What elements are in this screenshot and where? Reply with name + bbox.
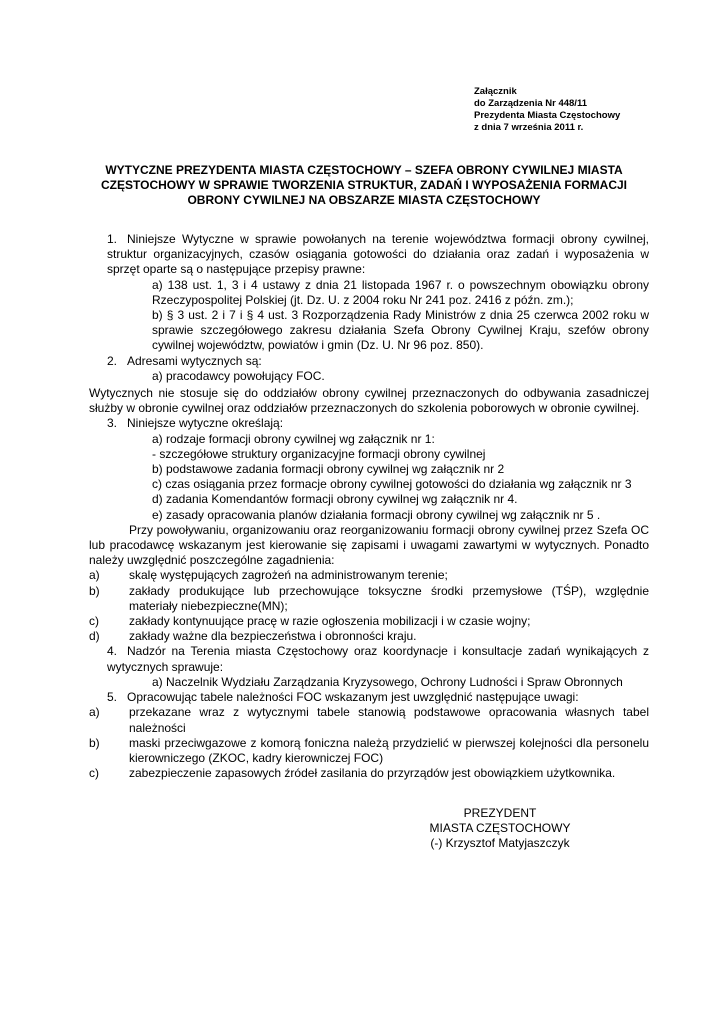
list-text: skalę występujących zagrożeń na administrowanym terenie; bbox=[129, 568, 448, 583]
list-item bbox=[89, 568, 649, 583]
section-text: Niniejsze Wytyczne w sprawie powołanych na terenie województwa formacji obrony cywilnej, struktur organizacyjnych, czasów osiągania gotowości do działania oraz zadań i wyposażenia w sprzęt oparte są o następujące przepisy prawne: bbox=[107, 232, 649, 277]
list-item bbox=[89, 736, 649, 766]
list-label: a) bbox=[89, 568, 100, 583]
section-5 bbox=[89, 690, 649, 705]
list-item: a) 138 ust. 1, 3 i 4 ustawy z dnia 21 listopada 1967 r. o powszechnym obowiązku obrony Rzeczypospolitej Polskiej (jt. Dz. U. z 2004 roku Nr 241 poz. 2416 z późn. zm.); bbox=[152, 277, 649, 307]
considerations-list bbox=[89, 568, 649, 644]
document-body bbox=[89, 232, 649, 781]
list-item bbox=[89, 705, 649, 735]
list-text: maski przeciwgazowe z komorą foniczna należą przydzielić w pierwszej kolejności dla personelu kierowniczego (ZKOC, kadry kierowniczej FOC) bbox=[129, 735, 649, 765]
section-number: 2. bbox=[107, 353, 118, 368]
section-number: 1. bbox=[107, 232, 118, 246]
section-2 bbox=[89, 354, 649, 369]
list-item bbox=[89, 766, 649, 781]
section-paragraph: Przy powoływaniu, organizowaniu oraz reorganizowaniu formacji obrony cywilnej przez Szefa OC lub pracodawcę wskazanym jest kierowanie się zapisami i uwagami zawartymi w wytycznych. Ponadto należy uwzględnić poszczególne zagadnienia: bbox=[89, 522, 649, 568]
section-1 bbox=[89, 232, 649, 278]
list-label: b) bbox=[89, 583, 100, 598]
section-text: Opracowując tabele należności FOC wskazanym jest uwzględnić następujące uwagi: bbox=[127, 690, 579, 705]
list-text: zakłady kontynuujące pracę w razie ogłoszenia mobilizacji i w czasie wojny; bbox=[129, 614, 531, 629]
section-number: 4. bbox=[107, 644, 118, 659]
section-text: Nadzór na Terenia miasta Częstochowy oraz koordynacje i konsultacje zadań wynikających z wytycznych sprawuje: bbox=[107, 644, 649, 674]
annex-header bbox=[474, 86, 620, 134]
annex-line: Prezydenta Miasta Częstochowy bbox=[474, 110, 621, 121]
list-text: zabezpieczenie zapasowych źródeł zasilania do przyrządów jest obowiązkiem użytkownika. bbox=[129, 766, 616, 781]
list-item: b) podstawowe zadania formacji obrony cywilnej wg załącznik nr 2 bbox=[152, 462, 505, 477]
annex-line: z dnia 7 września 2011 r. bbox=[474, 122, 584, 133]
list-item: e) zasady opracowania planów działania formacji obrony cywilnej wg załącznik nr 5 . bbox=[152, 507, 601, 522]
list-item: b) § 3 ust. 2 i 7 i § 4 ust. 3 Rozporządzenia Rady Ministrów z dnia 25 czerwca 2002 roku w sprawie szczegółowego zakresu działania Szefa Obrony Cywilnej Kraju, szefów obrony cywilnej województw, powiatów i gmin (Dz. U. Nr 96 poz. 850). bbox=[152, 308, 649, 353]
list-item: a) pracodawcy powołujący FOC. bbox=[152, 368, 325, 383]
section-number: 3. bbox=[107, 416, 118, 431]
signature-line: (-) Krzysztof Matyjaszczyk bbox=[430, 836, 570, 850]
list-item bbox=[89, 584, 649, 614]
section-text: Adresami wytycznych są: bbox=[127, 353, 262, 368]
list-text: zakłady ważne dla bezpieczeństwa i obronności kraju. bbox=[129, 629, 417, 644]
list-item: c) czas osiągania przez formacje obrony cywilnej gotowości do działania wg załącznik nr 3 bbox=[152, 477, 632, 492]
list-item: d) zadania Komendantów formacji obrony cywilnej wg załącznik nr 4. bbox=[152, 492, 518, 507]
annex-line: do Zarządzenia Nr 448/11 bbox=[474, 98, 587, 109]
section-4 bbox=[89, 644, 649, 674]
list-text: przekazane wraz z wytycznymi tabele stanowią podstawowe opracowania własnych tabel należności bbox=[129, 705, 649, 735]
list-label: a) bbox=[89, 705, 100, 720]
list-label: b) bbox=[89, 735, 100, 750]
list-label: c) bbox=[89, 614, 99, 629]
section-text: Niniejsze wytyczne określają: bbox=[127, 416, 284, 431]
section-note: Wytycznych nie stosuje się do oddziałów obrony cywilnej przeznaczonych do odbywania zasadniczej służby w obronie cywilnej oraz oddziałów przeznaczonych do szkolenia poborowych w obronie cywilnej. bbox=[89, 386, 649, 416]
list-label: c) bbox=[89, 766, 99, 781]
signature-line: PREZYDENT bbox=[463, 806, 537, 820]
signature-line: MIASTA CZĘSTOCHOWY bbox=[429, 821, 571, 835]
section-number: 5. bbox=[107, 690, 118, 705]
list-item: a) rodzaje formacji obrony cywilnej wg załącznik nr 1: bbox=[152, 431, 435, 446]
list-item bbox=[89, 629, 649, 644]
list-text: zakłady produkujące lub przechowujące toksyczne środki przemysłowe (TŚP), względnie materiały niebezpieczne(MN); bbox=[129, 583, 649, 613]
section-3 bbox=[89, 416, 649, 431]
remarks-list bbox=[89, 705, 649, 781]
list-item: a) Naczelnik Wydziału Zarządzania Kryzysowego, Ochrony Ludności i Spraw Obronnych bbox=[152, 674, 623, 689]
document-title: WYTYCZNE PREZYDENTA MIASTA CZĘSTOCHOWY – SZEFA OBRONY CYWILNEJ MIASTA CZĘSTOCHOWY W SPRAWIE TWORZENIA STRUKTUR, ZADAŃ I WYPOSAŻENIA FORMACJI OBRONY CYWILNEJ NA OBSZARZE MIASTA CZĘSTOCHOWY bbox=[101, 163, 627, 207]
list-item bbox=[89, 614, 649, 629]
list-label: d) bbox=[89, 629, 100, 644]
signature-block bbox=[420, 806, 580, 851]
annex-line: Załącznik bbox=[474, 86, 517, 97]
list-item: - szczegółowe struktury organizacyjne formacji obrony cywilnej bbox=[152, 446, 486, 461]
